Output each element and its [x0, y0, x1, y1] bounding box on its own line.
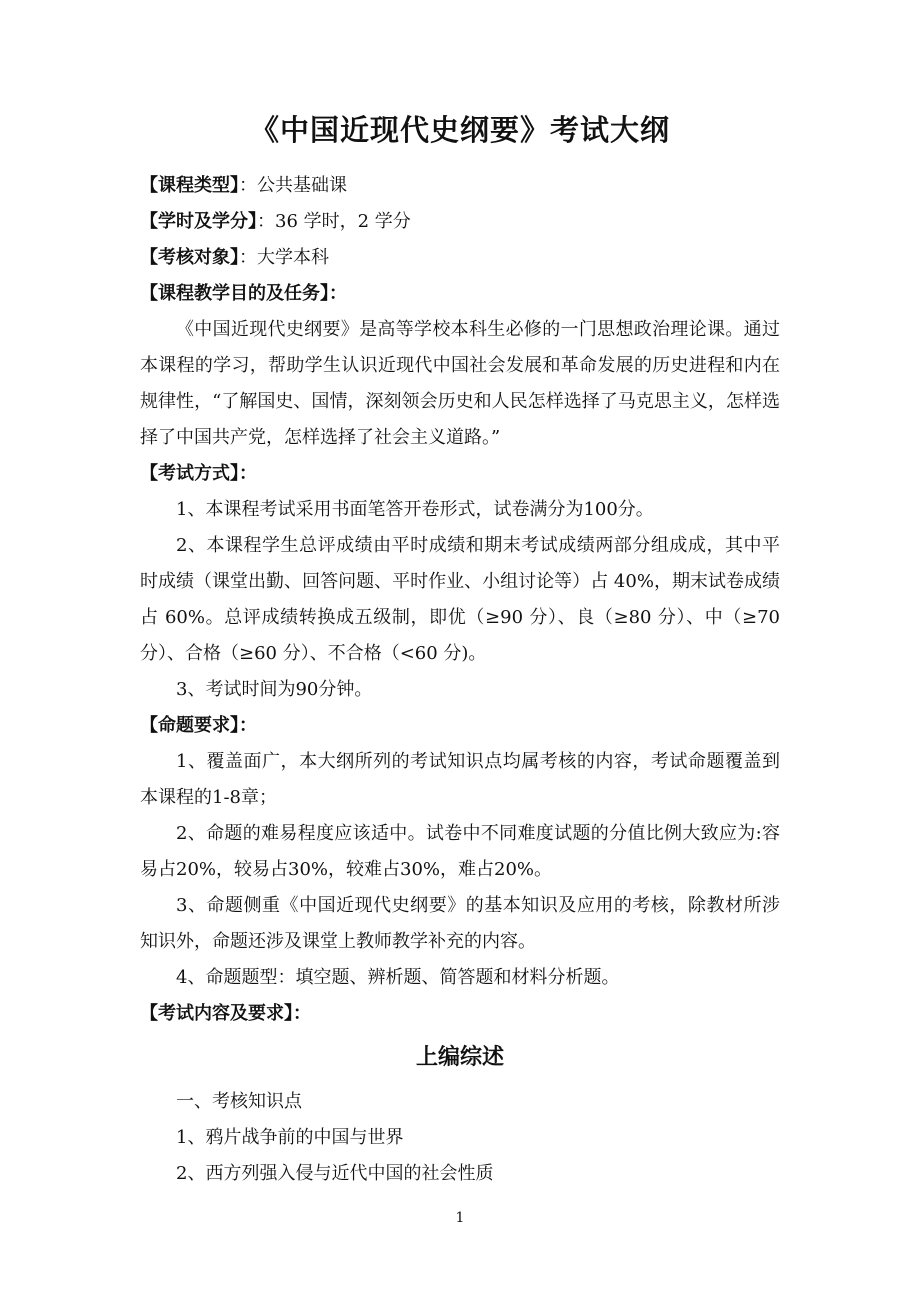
requirements-item: 2、命题的难易程度应该适中。试卷中不同难度试题的分值比例大致应为:容易占20%，较易占30%，较难占30%，难占20%。	[140, 823, 780, 880]
hours-line	[140, 204, 780, 240]
exam-method-item: 3、考试时间为90分钟。	[176, 679, 373, 700]
exam-method-label: 【考试方式】	[140, 463, 239, 484]
course-type-value: 公共基础课	[257, 175, 347, 196]
target-value: 大学本科	[257, 247, 329, 268]
exam-method-item: 2、本课程学生总评成绩由平时成绩和期末考试成绩两部分组成成，其中平时成绩（课堂出勤、回答问题、平时作业、小组讨论等）占 40%，期末试卷成绩占 60%。总评成绩转换成五级制，即优（≥90 分）、良（≥80 分）、中（≥70分）、合格（≥60 分）、不合格（<60 分)。	[140, 535, 780, 664]
content-label: 【考试内容及要求】	[140, 1003, 293, 1024]
requirements-item: 4、命题题型：填空题、辨析题、简答题和材料分析题。	[176, 967, 620, 988]
page-number: 1	[455, 1210, 465, 1226]
exam-method-item: 1、本课程考试采用书面笔答开卷形式，试卷满分为100分。	[176, 499, 654, 520]
exam-method-heading	[140, 456, 780, 492]
requirements-heading	[140, 708, 780, 744]
purpose-label: 【课程教学目的及任务】	[140, 283, 329, 304]
target-sep: ：	[239, 247, 257, 268]
purpose-sep: ：	[329, 283, 347, 304]
content-heading	[140, 996, 780, 1032]
target-line	[140, 240, 780, 276]
exam-method-sep: ：	[239, 463, 257, 484]
knowledge-item: 2、西方列强入侵与近代中国的社会性质	[176, 1163, 494, 1184]
requirements-label: 【命题要求】	[140, 715, 239, 736]
requirements-item: 1、覆盖面广，本大纲所列的考试知识点均属考核的内容，考试命题覆盖到本课程的1-8章；	[140, 751, 780, 808]
hours-value: 36 学时，2 学分	[275, 211, 411, 232]
hours-sep: ：	[257, 211, 275, 232]
purpose-paragraph: 《中国近现代史纲要》是高等学校本科生必修的一门思想政治理论课。通过本课程的学习，帮助学生认识近现代中国社会发展和革命发展的历史进程和内在规律性，“了解国史、国情，深刻领会历史和人民怎样选择了马克思主义，怎样选择了中国共产党，怎样选择了社会主义道路。”	[140, 319, 780, 448]
content-sep: ：	[293, 1003, 311, 1024]
target-label: 【考核对象】	[140, 247, 239, 268]
course-type-sep: ：	[239, 175, 257, 196]
document-title: 《中国近现代史纲要》考试大纲	[249, 113, 670, 147]
course-type-line	[140, 168, 780, 204]
knowledge-item: 1、鸦片战争前的中国与世界	[176, 1127, 404, 1148]
course-type-label: 【课程类型】	[140, 175, 239, 196]
purpose-heading	[140, 276, 780, 312]
section-title: 上编综述	[415, 1045, 504, 1070]
requirements-sep: ：	[239, 715, 257, 736]
requirements-item: 3、命题侧重《中国近现代史纲要》的基本知识及应用的考核，除教材所涉知识外，命题还涉及课堂上教师教学补充的内容。	[140, 895, 780, 952]
knowledge-heading: 一、考核知识点	[176, 1091, 302, 1112]
hours-label: 【学时及学分】	[140, 211, 257, 232]
